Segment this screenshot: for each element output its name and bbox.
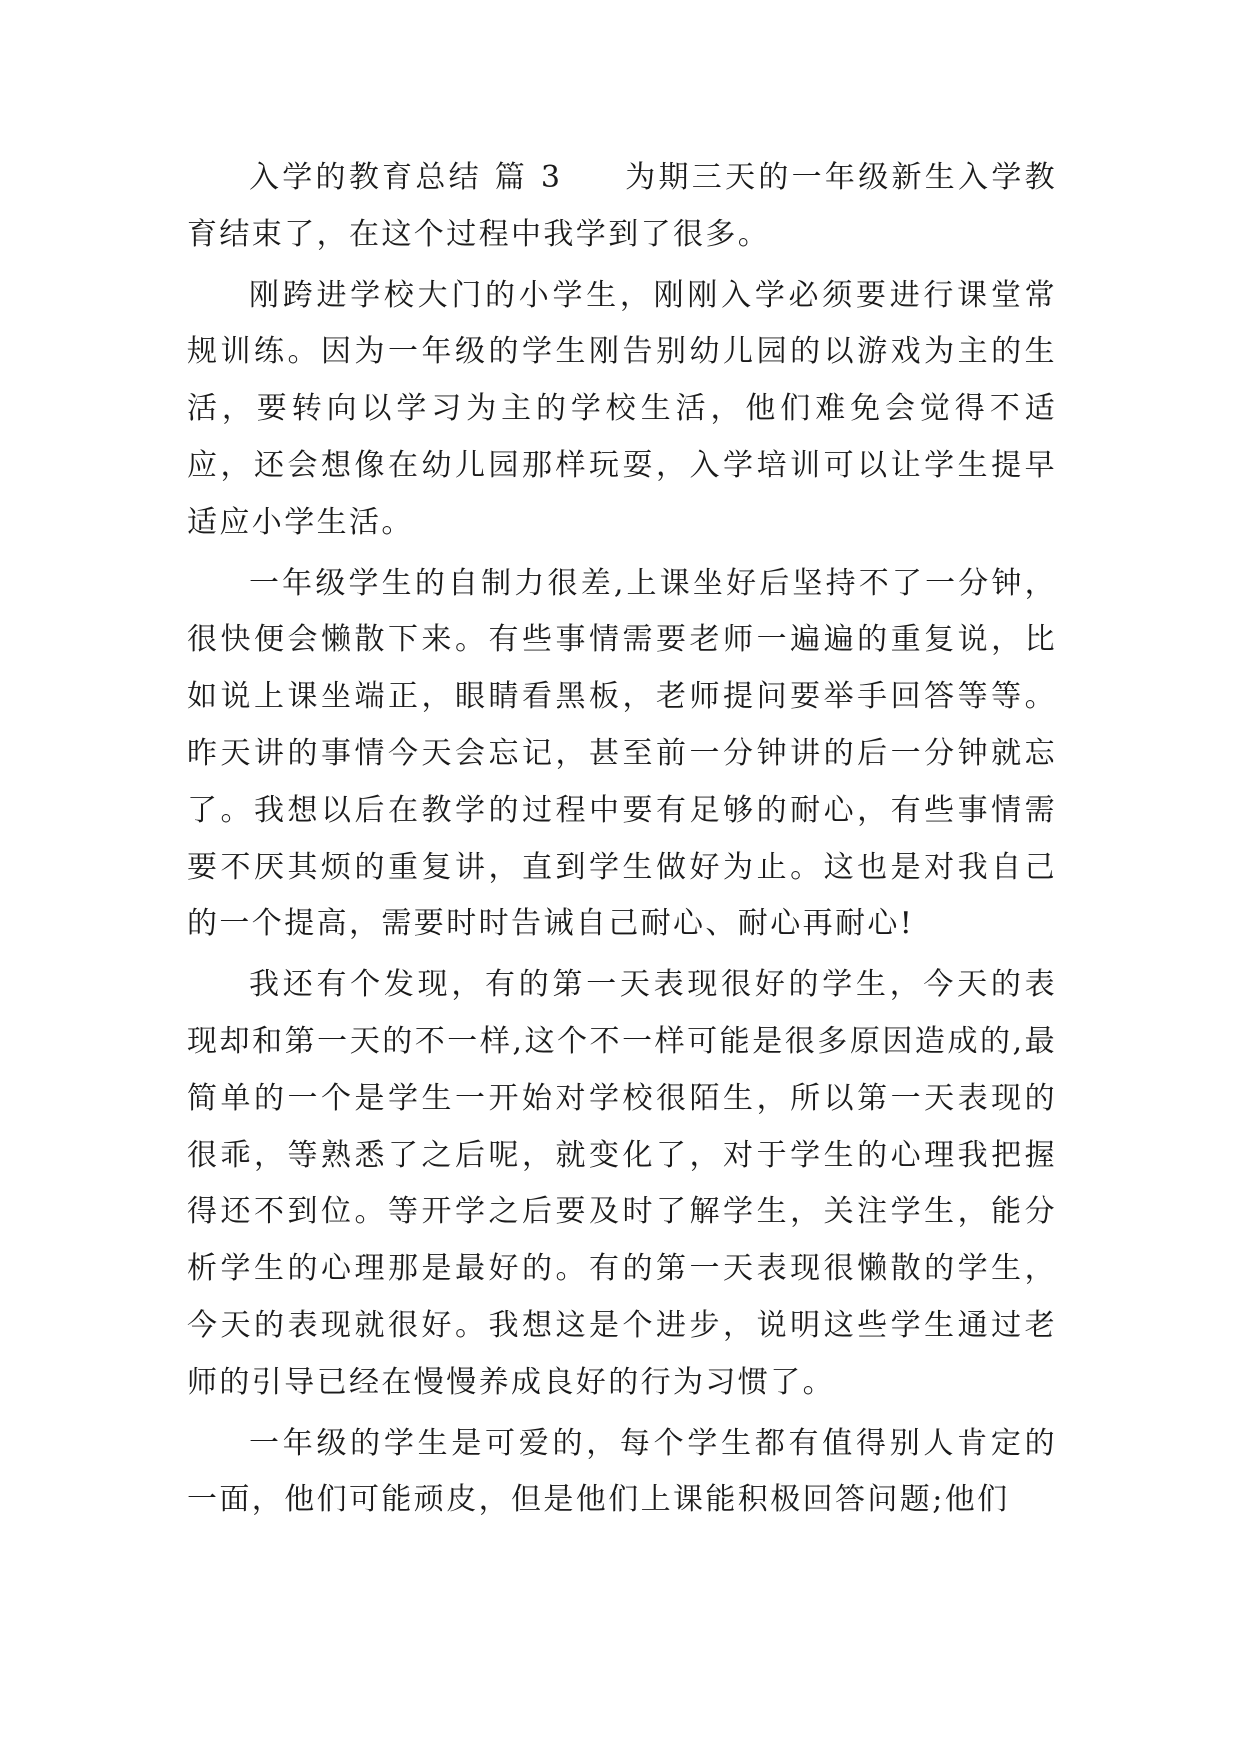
paragraph: 一年级的学生是可爱的，每个学生都有值得别人肯定的一面，他们可能顽皮，但是他们上课能积极回答问题;他们 xyxy=(187,1425,1057,1518)
paragraph-text: 为期三天的一年级新生入学教育结束了，在这个过程中我学到了很多。 xyxy=(187,160,1057,252)
document-body xyxy=(187,150,1057,1533)
paragraph: 我还有个发现，有的第一天表现很好的学生，今天的表现却和第一天的不一样,这个不一样可能是很多原因造成的,最简单的一个是学生一开始对学校很陌生，所以第一天表现的很乖，等熟悉了之后呢，就变化了，对于学生的心理我把握得还不到位。等开学之后要及时了解学生，关注学生，能分析学生的心理那是最好的。有的第一天表现很懒散的学生，今天的表现就很好。我想这是个进步，说明这些学生通过老师的引导已经在慢慢养成良好的行为习惯了。 xyxy=(187,967,1057,1400)
document-heading: 入学的教育总结 篇 3 xyxy=(249,160,563,195)
paragraph: 刚跨进学校大门的小学生，刚刚入学必须要进行课堂常规训练。因为一年级的学生刚告别幼儿园的以游戏为主的生活，要转向以学习为主的学校生活，他们难免会觉得不适应，还会想像在幼儿园那样玩耍，入学培训可以让学生提早适应小学生活。 xyxy=(187,277,1057,540)
paragraph: 一年级学生的自制力很差,上课坐好后坚持不了一分钟，很快便会懒散下来。有些事情需要老师一遍遍的重复说，比如说上课坐端正，眼睛看黑板，老师提问要举手回答等等。昨天讲的事情今天会忘记，甚至前一分钟讲的后一分钟就忘了。我想以后在教学的过程中要有足够的耐心，有些事情需要不厌其烦的重复讲，直到学生做好为止。这也是对我自己的一个提高，需要时时告诫自己耐心、耐心再耐心! xyxy=(187,565,1057,942)
paragraph-intro xyxy=(187,150,1057,264)
